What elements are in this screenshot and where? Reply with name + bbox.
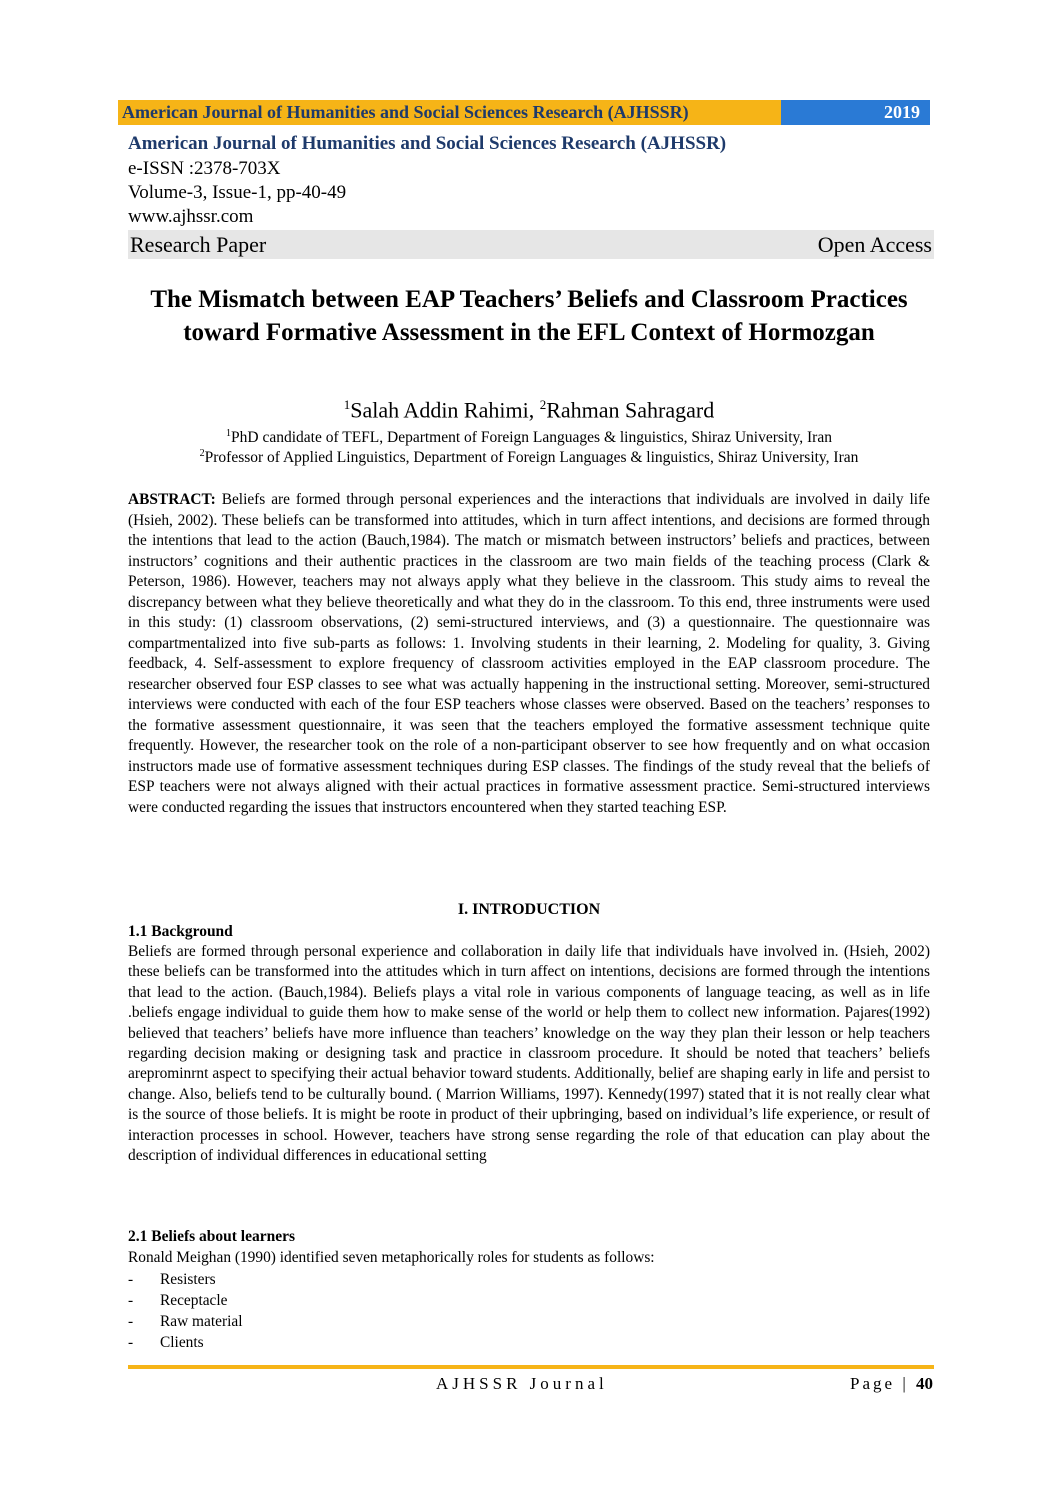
- list-item: - Clients: [128, 1334, 204, 1351]
- access-type: Open Access: [817, 231, 932, 257]
- journal-meta: [128, 131, 938, 229]
- list-item-text: Clients: [160, 1334, 204, 1351]
- beliefs-learners-intro: Ronald Meighan (1990) identified seven metaphorically roles for students as follows:: [128, 1249, 655, 1266]
- learner-roles-list: [128, 1269, 930, 1353]
- journal-header-band: [118, 100, 930, 125]
- footer-page-number: [850, 1374, 933, 1394]
- journal-volume: Volume-3, Issue-1, pp-40-49: [128, 182, 347, 203]
- list-item: - Receptacle: [128, 1292, 228, 1309]
- background-paragraph: Beliefs are formed through personal experience and collaboration in daily life that individuals have involved in. (Hsieh, 2002) these beliefs can be transformed into the attitudes which in turn affect on intentions, decisions are formed through the intentions that lead to the action. (Bauch,1984). Beliefs plays a vital role in various components of language teacing, as well as in life .beliefs engage individual to guide them how to make sense of the world or help them to collect new information. Pajares(1992) believed that teachers’ beliefs have more influence than teachers’ knowledge on the way they plan their lesson or help teachers regarding decision making or designing task and practice in classroom procedure. It should be noted that teachers’ beliefs areprominrnt aspect to specifying their actual behavior toward students. Additionally, belief are shaping early in life and persist to change. Also, beliefs tend to be culturally bound. ( Marrion Williams, 1997). Kennedy(1997) stated that it is not really clear what is the source of those beliefs. It is might be roote in product of their upbringing, based on individual’s life experience, or result of interaction processes in school. However, teachers have strong sense regarding the role of that education can play about the description of individual differences in educational setting: [128, 943, 930, 1165]
- journal-website[interactable]: www.ajhssr.com: [128, 206, 254, 227]
- footer-journal-name: AJHSSR Journal: [436, 1374, 608, 1393]
- author-1-name: Salah Addin Rahimi,: [350, 397, 540, 423]
- list-item: - Raw material: [128, 1313, 243, 1330]
- affiliation-1-text: PhD candidate of TEFL, Department of Foreign Languages & linguistics, Shiraz University, Iran: [231, 429, 832, 447]
- author-1-sup: 1: [343, 397, 351, 412]
- list-item-text: Raw material: [160, 1313, 243, 1330]
- affiliation-1: [128, 428, 930, 447]
- journal-band-year: 2019: [781, 100, 930, 125]
- abstract-text: Beliefs are formed through personal experiences and the interactions that individuals are involved in daily life (Hsieh, 2002). These beliefs can be transformed into attitudes, which in turn affect intentions, and decisions are formed through the intentions that lead to the action (Bauch,1984). The match or mismatch between instructors’ beliefs and practices, between instructors’ cognitions and their authentic practices in the classroom are two main fields of the teaching process (Clark & Peterson, 1986). However, teachers may not always apply what they believe in the classroom. This study aims to reveal the discrepancy between what they believe theoretically and what they do in the classroom. To this end, three instruments were used in this study: (1) classroom observations, (2) semi-structured interviews, and (3) a questionnaire. The questionnaire was compartmentalized into five sub-parts as follows: 1. Involving students in their learning, 2. Modeling for quality, 3. Giving feedback, 4. Self-assessment to explore frequency of classroom activities employed in the EAP classroom procedure. The researcher observed four ESP classes to see what was actually happening in the instructional setting. Moreover, semi-structured interviews were conducted with each of the four ESP teachers whose classes were observed. Based on the teachers’ responses to the formative assessment questionnaire, it was seen that the teachers employed the formative assessment technique quite frequently. However, the researcher took on the role of a non-participant observer to see how frequently and on what occasion instructors made use of formative assessment techniques during ESP classes. The findings of the study reveal that the beliefs of ESP teachers were not always aligned with their actual practices in formative assessment practice. Semi-structured interviews were conducted regarding the issues that instructors encountered when they started teaching ESP.: [128, 491, 930, 816]
- list-item: - Resisters: [128, 1271, 216, 1288]
- affiliation-2-sup: 2: [199, 448, 205, 459]
- footer-page-label: Page |: [850, 1374, 916, 1393]
- list-item-text: Receptacle: [160, 1292, 228, 1309]
- subsection-heading-beliefs-learners: 2.1 Beliefs about learners: [128, 1228, 296, 1245]
- journal-name: American Journal of Humanities and Social Sciences Research (AJHSSR): [128, 133, 727, 154]
- section-heading-introduction: I. INTRODUCTION: [457, 901, 601, 918]
- footer-page-value: 40: [916, 1374, 933, 1393]
- affiliation-1-sup: 1: [226, 428, 232, 439]
- author-list: [128, 397, 930, 423]
- paper-type-bar: [128, 230, 934, 259]
- subsection-heading-background: 1.1 Background: [128, 923, 233, 940]
- footer-divider: [128, 1365, 934, 1369]
- affiliation-2: [128, 448, 930, 467]
- affiliation-2-text: Professor of Applied Linguistics, Department of Foreign Languages & linguistics, Shiraz University, Iran: [204, 449, 859, 467]
- author-2-sup: 2: [539, 397, 547, 412]
- journal-issn: e-ISSN :2378-703X: [128, 158, 281, 179]
- journal-band-title: American Journal of Humanities and Social Sciences Research (AJHSSR): [118, 100, 781, 125]
- abstract-label: ABSTRACT:: [128, 491, 216, 508]
- list-item-text: Resisters: [160, 1271, 216, 1288]
- paper-title: The Mismatch between EAP Teachers’ Beliefs and Classroom Practices toward Formative Assessment in the EFL Context of Hormozgan: [150, 286, 908, 346]
- author-2-name: Rahman Sahragard: [546, 397, 715, 423]
- paper-type: Research Paper: [130, 231, 267, 257]
- abstract: [128, 490, 930, 818]
